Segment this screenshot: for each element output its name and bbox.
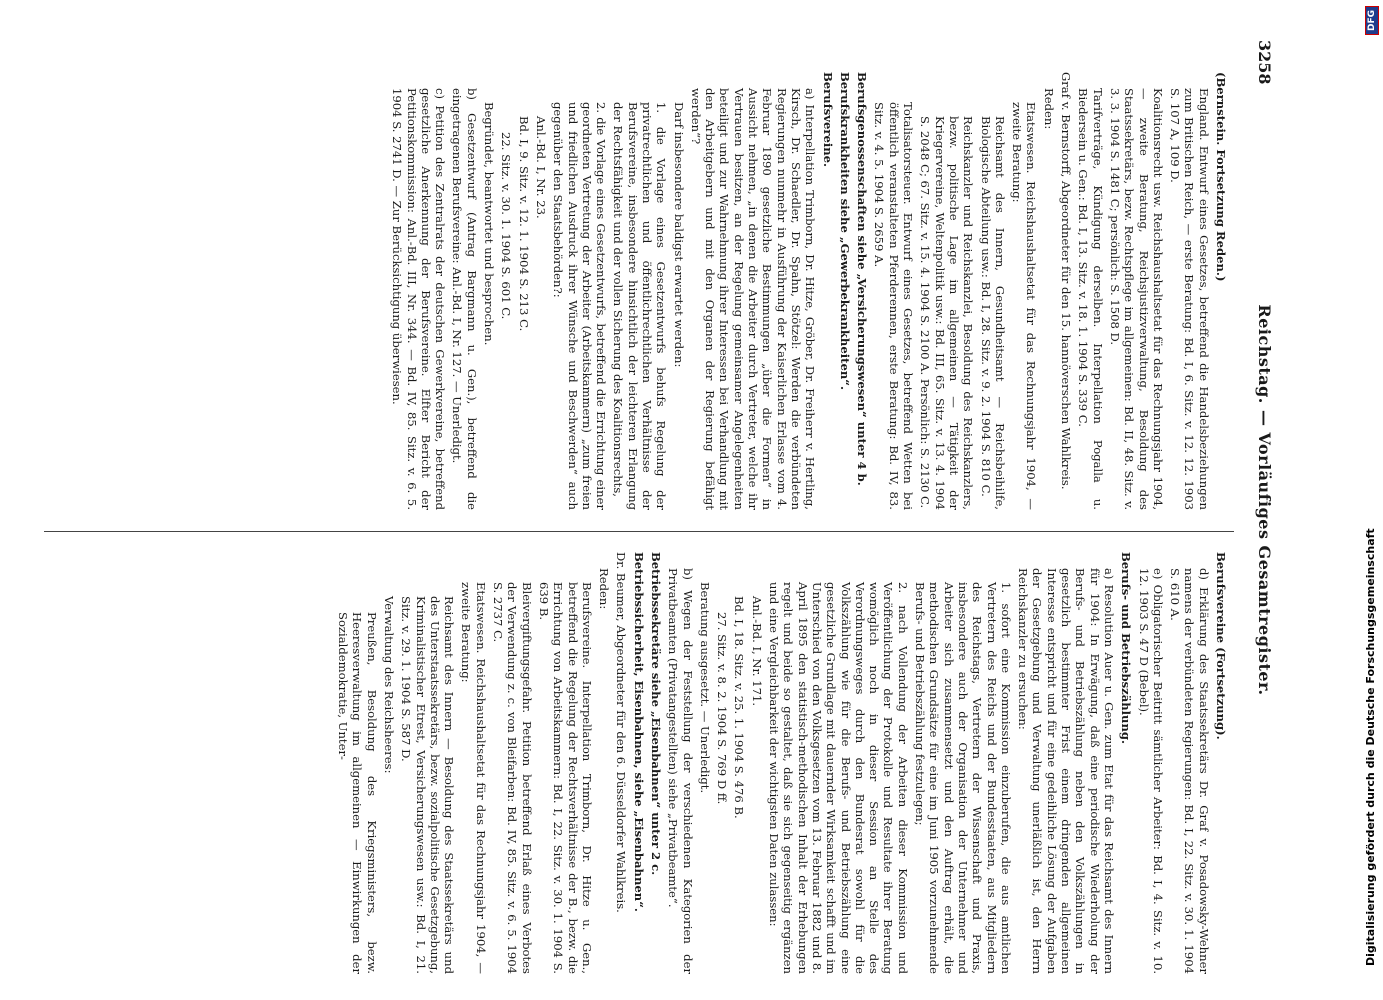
right-column-entry: Betriebssekretäre siehe „Eisenbahnen“ unter 2 c. [649,552,664,876]
running-title: Reichstag. — Vorläufiges Gesamtregister. [1255,304,1274,696]
page-header [1246,40,1282,960]
dfg-logo: DFG [1365,6,1379,35]
right-column-entry: Etatswesen. Reichshaushaltsetat für das Rechnungsjahr 1904, — zweite Beratung: [459,582,488,974]
right-column-entry: Beratung ausgesetzt. — Unerledigt. [697,582,712,794]
right-column-entry: a) Resolution Auer u. Gen. zum Etat für das Reichsamt des Innern für 1904: In Erwägung, daß eine periodische Wiederholung der Berufs- und Betriebszählung neben den Volkszählungen in gesetzlich bestimmter Frist einem dringenden allgemeinen Interesse entspricht und für eine gedeihliche Lösung der Aufgaben der Gesetzgebung und Verwaltung unerläßlich ist, den Herrn Reichskanzler zu ersuchen: [1016,568,1116,974]
left-column-entry: c) Petition des Zentralrats der deutschen Gewerkvereine, betreffend gesetzliche Anerkennung der Berufsvereine. Elfter Bericht der Petitionskommission: Anl.-Bd. III, Nr. 344. — Bd. IV, 85. Sitz. v. 6. 5. 1904 S. 2741 D. — Zur Berücksichtigung überwiesen. [390,88,448,510]
funding-note: Digitalisierung gefördert durch die Deutsche Forschungsgemeinschaft [1364,528,1377,966]
left-column-entry: 22. Sitz. v. 30. 1. 1904 S. 601 C. [499,132,514,320]
left-column-entry: Tarifverträge, Kündigung derselben. Interpellation Pogalla u. Biedersein u. Gen.: Bd. I, 13. Sitz. v. 18. 1. 1904 S. 339 C. [1076,88,1105,510]
right-column-entry: Reden: [597,568,612,610]
left-column-entry: Reichsamt des Innern, Gesundheitsamt — Reichsbeihilfe, Biologische Abteilung usw.: Bd. I, 28. Sitz. v. 9. 2. 1904 S. 810 C. [978,116,1007,510]
left-column-entry: Koalitionsrecht usw. Reichshaushaltsetat für das Rechnungsjahr 1904, — zweite Beratung, Reichsjustizverwaltung, Besoldung des Staatssekretärs, bezw. Rechtspflege im allgemeinen: Bd. II, 48. Sitz. v. 3. 3. 1904 S. 1481 C; persönlich: S. 1508 D. [1107,88,1165,510]
right-column-entry: 27. Sitz. v. 8. 2. 1904 S. 769 D ff. [715,612,730,805]
left-column-entry: Anl.-Bd. I, Nr. 23. [533,116,548,219]
left-column-entry: England. Entwurf eines Gesetzes, betreffend die Handelsbeziehungen zum Britischen Reich, — erste Beratung: Bd. I, 6. Sitz. v. 12. 12. 1903 S. 107 A, 109 D. [1168,88,1211,510]
left-column-entry: Berufskrankheiten siehe „Gewerbekrankheiten“. [837,72,852,390]
right-column-entry: Dr. Beumer, Abgeordneter für den 6. Düsseldorfer Wahlkreis. [614,552,629,913]
right-column-entry: Berufsvereine (Fortsetzung). [1214,552,1228,740]
left-column-entry: Begründet, beantwortet und besprochen. [482,102,497,346]
right-column-entry: 2. nach Vollendung der Arbeiten dieser Kommission und Veröffentlichung der Protokolle und Resultate ihrer Beratung womöglich noch in dieser Session an Stelle des Verordnungsweges durch den Bundesrat sowohl für die Volkszählung wie für die Berufs- und Betriebszählung eine gesetzliche Grundlage mit dauernder Wirksamkeit schafft und im Unterschied von den Volksgesetzen vom 13. Februar 1882 und 8. April 1895 den statistisch-methodischen Inhalt der Erhebungen regelt und beide so gestaltet, daß sie sich gegenseitig ergänzen und eine Vergleichbarkeit der wichtigsten Daten zulassen: [767,582,910,974]
right-column-entry: Preußen, Besoldung des Kriegsministers, bezw. Heeresverwaltung im allgemeinen — Einwirkungen der Sozialdemokratie, Unter- [336,612,379,974]
left-column-entry: 1. die Vorlage eines Gesetzentwurfs behufs Regelung der privatrechtlichen und öffentlichrechtlichen Verhältnisse der Berufsvereine, insbesondere hinsichtlich der leichteren Erlangung der Rechtsfähigkeit und der vollen Sicherung des Koalitionsrechts, [611,102,669,510]
left-column-entry: Reichskanzler und Reichskanzlei, Besoldung des Reichskanzlers, bezw. politische Lage im allgemeinen — Tätigkeit der Kriegervereine, Weltenpolitik usw.: Bd. III, 65. Sitz. v. 13. 4. 1904 S. 2048 C; 67. Sitz. v. 15. 4. 1904 S. 2100 A. Persönlich: S. 2130 C. [918,116,976,510]
right-column-entry: Betriebssicherheit, Eisenbahnen, siehe „Eisenbahnen“. [631,552,646,912]
left-column-entry: Totalisatorsteuer. Entwurf eines Gesetzes, betreffend Wetten bei öffentlich veranstalteten Pferderennen, erste Beratung: Bd. IV, 83. Sitz. v. 4. 5. 1904 S. 2659 A. [872,102,916,510]
right-column-entry: Verwaltung des Reichsheeres: [381,596,396,774]
right-column-entry: b) Wegen der Feststellung der verschiedenen Kategorien der Privatbeamten (Privatangestellten) siehe „Privatbeamte“. [666,568,695,974]
left-column-entry: Berufsgenossenschaften siehe „Versicherungswesen“ unter 4 b. [855,72,870,486]
left-column-entry: b) Gesetzentwurf (Antrag Bargmann u. Gen.), betreffend die eingetragenen Berufsvereine: Anl.-Bd. I, Nr. 127. — Unerledigt. [450,88,479,510]
left-column-entry: Berufsvereine. [820,72,835,168]
left-column-entry: Darf insbesondere baldigst erwartet werden: [671,102,686,368]
right-column [333,552,1228,974]
right-column-entry: Bd. I, 18. Sitz. v. 25. 1. 1904 S. 476 B. [732,596,747,819]
right-column-entry: Reichsamt des Innern — Besoldung des Staatssekretärs und des Unterstaatssekretärs, bezw. sozialpolitische Gesetzgebung, Kriminalistischer Etrest, Versicherungswesen usw.: Bd. I, 21. Sitz. v. 29. 1. 1904 S. 587 D. [399,596,457,974]
right-column-entry: Bleivergiftungsgefahr. Petition betreffend Erlaß eines Verbotes der Verwendung z. c. von Bleifarben: Bd. IV, 85. Sitz. v. 6. 5. 1904 S. 2737 C. [491,582,534,974]
left-column-entry: Reden: [1041,88,1056,130]
page-number: 3258 [1255,40,1274,85]
right-column-entry: e) Obligatorischer Beitritt sämtlicher Arbeiter: Bd. I, 4. Sitz. v. 10. 12. 1903 S. 47 D (Bebel). [1136,568,1165,974]
right-column-entry: Berufsvereine. Interpellation Trimborn, Dr. Hitze u. Gen., betreffend die Regelung der Rechtsverhältnisse der B., bezw. die Errichtung von Arbeitskammern: Bd. I, 22. Sitz. v. 30. 1. 1904 S. 639 B. [536,582,594,974]
right-column-entry: Anl.-Bd. I, Nr. 171. [749,596,764,707]
left-column-entry: Bd. I, 9. Sitz. v. 12. 1. 1904 S. 213 C. [516,116,531,332]
left-column-entry: Graf v. Bernstorff, Abgeordneter für den 15. hannöverschen Wahlkreis. [1059,72,1074,490]
right-column-entry: 1. sofort eine Kommission einzuberufen, die aus amtlichen Vertretern des Reichs und der Bundesstaaten, aus Mitgliedern des Reichstags, Vertretern der Wissenschaft und Praxis, insbesondere auch der Organisation der Unternehmer und Arbeiter sich zusammensetzt und den Auftrag erhält, die methodischen Grundsätze für eine im Juni 1905 vorzunehmende Berufs- und Betriebszählung festzulegen; [913,582,1013,974]
right-column-entry: Berufs- und Betriebszählung. [1119,552,1134,745]
left-column-entry: a) Interpellation Trimborn, Dr. Hitze, Gröber, Dr. Freiherr v. Hertling, Kirsch, Dr. Schaedler, Dr. Spahn, Stötzel: Werden die verbündeten Regierungen nunmehr in Ausführung der Kaiserlichen Erlasse vom 4. Februar 1890 gesetzliche Bestimmungen „über die Formen“ in Aussicht nehmen, „in denen die Arbeiter durch Vertreter, welche ihr Vertrauen besitzen, an der Regelung gemeinsamer Angelegenheiten beteiligt und zur Wahrnehmung ihrer Interessen bei Verhandlung mit den Arbeitgebern und mit den Organen der Regierung befähigt werden“? [688,88,818,510]
left-column-entry: (Bernstein. Fortsetzung Reden.) [1214,72,1228,282]
left-column-entry: Etatswesen. Reichshaushaltsetat für das Rechnungsjahr 1904, — zweite Beratung: [1010,102,1039,510]
column-divider [44,531,1234,532]
left-column-entry: 2. die Vorlage eines Gesetzentwurfs, betreffend die Errichtung einer geordneten Vertretung der Arbeiter (Arbeitskammern) „zum freien und friedlichen Ausdruck ihrer Wünsche und Beschwerden“ auch gegenüber den Staatsbehörden?: [551,102,609,510]
right-column-entry: d) Erklärung des Staatssekretärs Dr. Graf v. Posadowsky-Wehner namens der verbündeten Regierungen: Bd. I, 22. Sitz. v. 30. 1. 1904 S. 610 A. [1168,568,1211,974]
left-column [387,72,1228,510]
